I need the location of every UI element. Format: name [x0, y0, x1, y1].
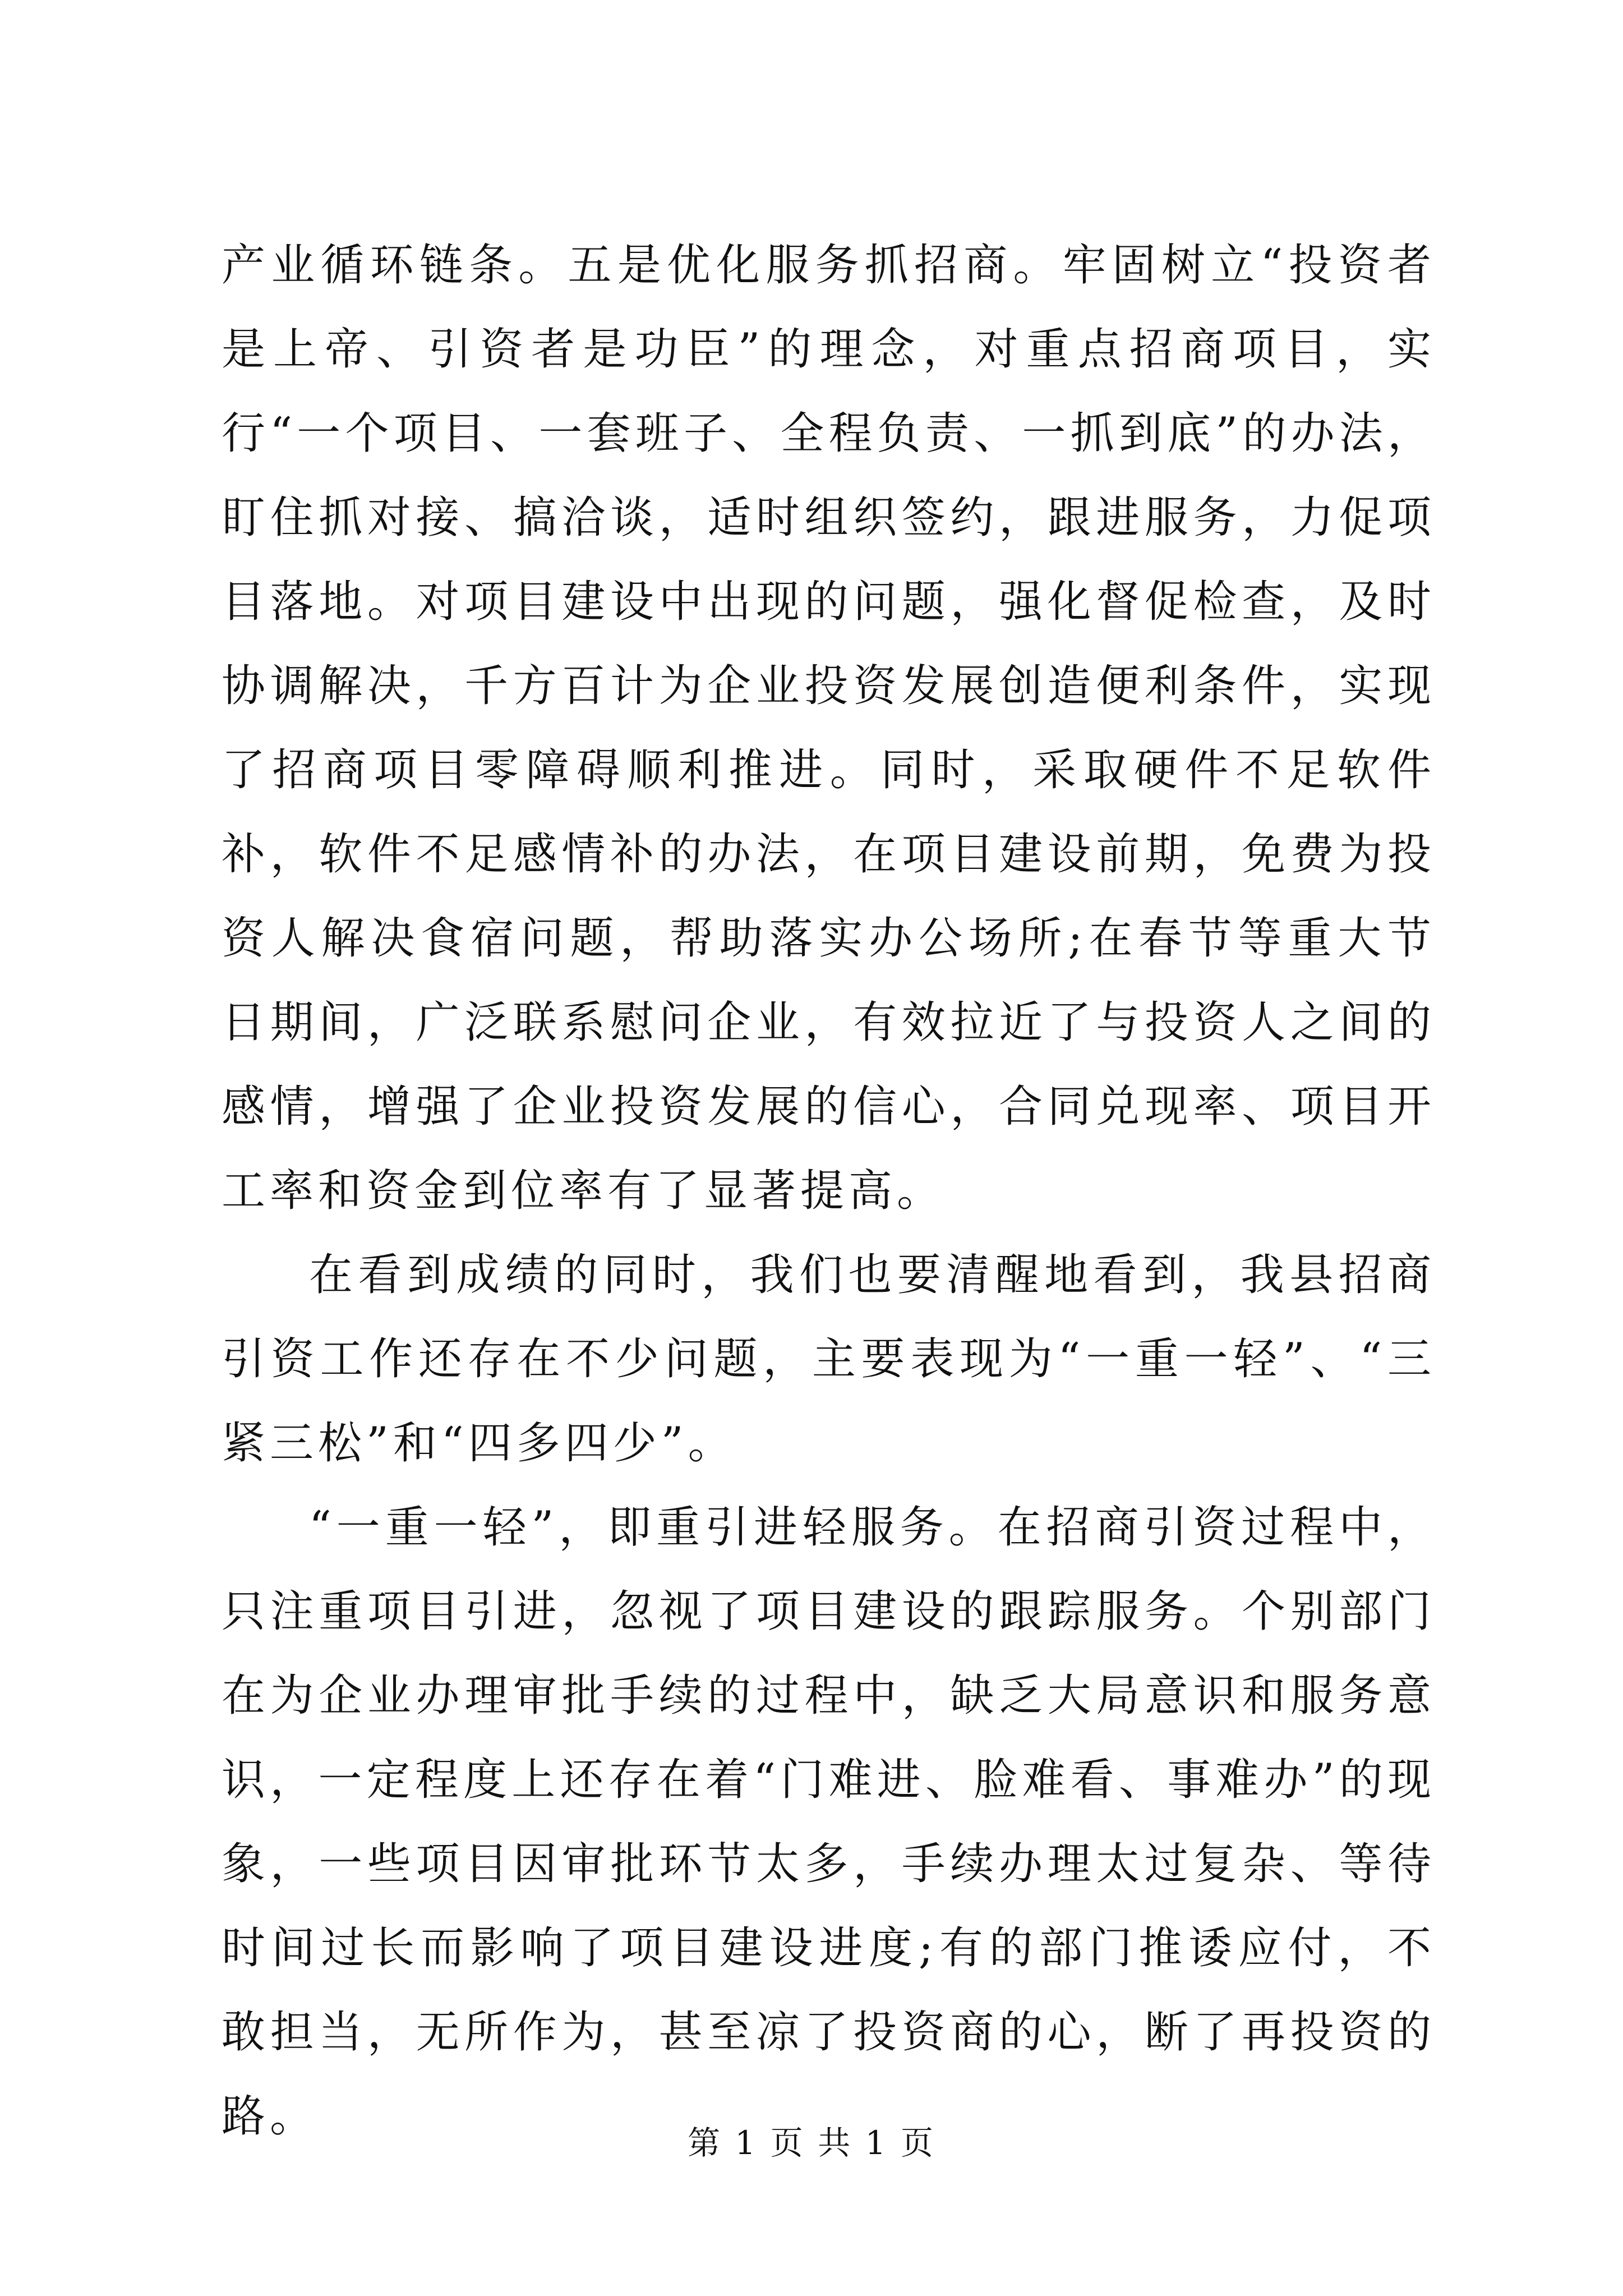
paragraph-one-heavy-one-light: “一重一轻”，即重引进轻服务。在招商引资过程中，只注重项目引进，忽视了项目建设的跟踪服务。个别部门在为企业办理审批手续的过程中，缺乏大局意识和服务意识，一定程度上还存在着“门难进、脸难看、事难办”的现象，一些项目因审批环节太多，手续办理太过复杂、等待时间过长而影响了项目建设进度;有的部门推诿应付，不敢担当，无所作为，甚至凉了投资商的心，断了再投资的路。	[222, 1502, 1436, 2142]
document-body	[222, 223, 1436, 2159]
paragraph-service-investment: 产业循环链条。五是优化服务抓招商。牢固树立“投资者是上帝、引资者是功臣”的理念，对重点招商项目，实行“一个项目、一套班子、全程负责、一抓到底”的办法，盯住抓对接、搞洽谈，适时组织签约，跟进服务，力促项目落地。对项目建设中出现的问题，强化督促检查，及时协调解决，千方百计为企业投资发展创造便利条件，实现了招商项目零障碍顺利推进。同时，采取硬件不足软件补，软件不足感情补的办法，在项目建设前期，免费为投资人解决食宿问题，帮助落实办公场所;在春节等重大节日期间，广泛联系慰问企业，有效拉近了与投资人之间的感情，增强了企业投资发展的信心，合同兑现率、项目开工率和资金到位率有了显著提高。	[222, 240, 1436, 1216]
paragraph-problems-intro: 在看到成绩的同时，我们也要清醒地看到，我县招商引资工作还存在不少问题，主要表现为“一重一轻”、“三紧三松”和“四多四少”。	[222, 1250, 1436, 1469]
page-footer: 第 1 页 共 1 页	[688, 2124, 935, 2162]
